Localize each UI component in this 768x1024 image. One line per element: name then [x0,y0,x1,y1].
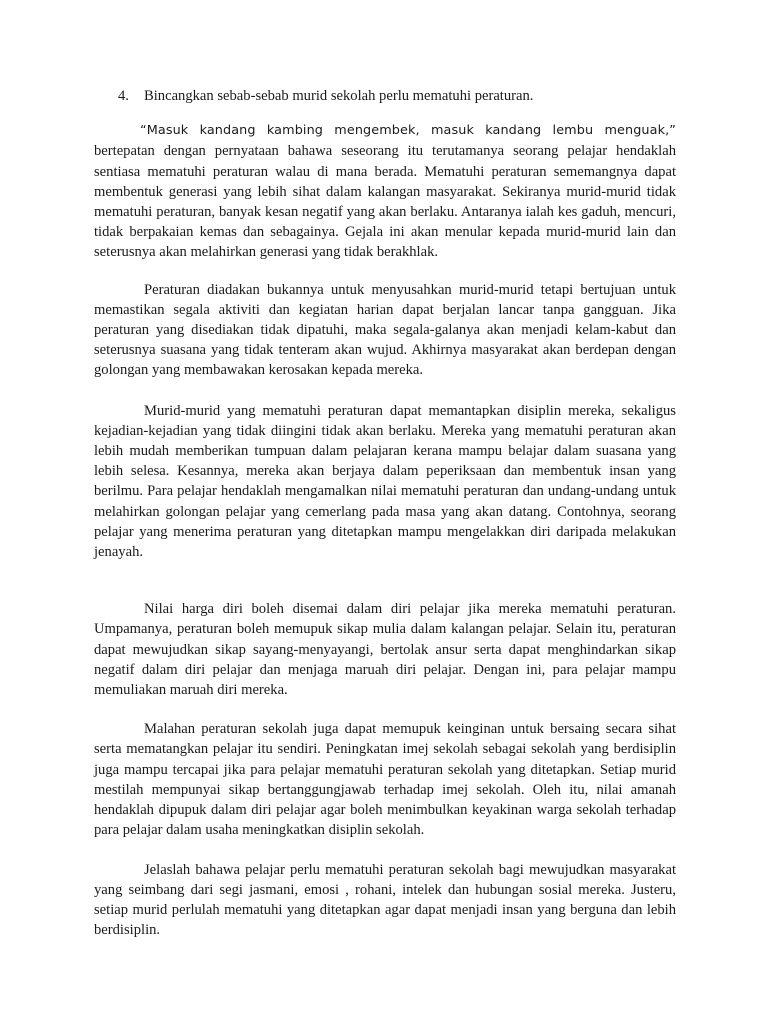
paragraph-3: Murid-murid yang mematuhi peraturan dapat memantapkan disiplin mereka, sekaligus kejadian-kejadian yang tidak diingini tidak akan berlaku. Mereka yang mematuhi peraturan akan lebih mudah memberikan tumpuan dalam pelajaran kerana mampu belajar dalam suasana yang lebih selesa. Kesannya, mereka akan berjaya dalam peperiksaan dan membentuk insan yang berilmu. Para pelajar hendaklah mengamalkan nilai mematuhi peraturan dan undang-undang untuk melahirkan golongan pelajar yang cemerlang pada masa yang akan datang. Contohnya, seorang pelajar yang menerima peraturan yang ditetapkan mampu mengelakkan diri daripada melakukan jenayah. [94,402,676,561]
paragraph-introduction-text: bertepatan dengan pernyataan bahawa seseorang itu terutamanya seorang pelajar hendaklah sentiasa mematuhi peraturan walau di mana berada. Mematuhi peraturan sememangnya dapat membentuk generasi yang lebih sihat dalam kalangan masyarakat. Sekiranya murid-murid tidak mematuhi peraturan, banyak kesan negatif yang akan berlaku. Antaranya ialah kes gaduh, mencuri, tidak berpakaian kemas dan sebagainya. Gejala ini akan menular kepada murid-murid lain dan seterusnya akan melahirkan generasi yang tidak berakhlak. [94,143,676,261]
paragraph-2: Peraturan diadakan bukannya untuk menyusahkan murid-murid tetapi bertujuan untuk memastikan segala aktiviti dan kegiatan harian dapat berjalan lancar tanpa gangguan. Jika peraturan yang disediakan tidak dipatuhi, maka segala-galanya akan menjadi kelam-kabut dan seterusnya suasana yang tidak tenteram akan wujud. Akhirnya masyarakat akan berdepan dengan golongan yang membawakan kerosakan kepada mereka. [94,281,676,379]
paragraph-introduction [94,120,676,262]
question-number: 4. [118,88,129,104]
paragraph-4: Nilai harga diri boleh disemai dalam diri pelajar jika mereka mematuhi peraturan. Umpamanya, peraturan boleh memupuk sikap mulia dalam kalangan pelajar. Selain itu, peraturan dapat mewujudkan sikap sayang-menyayangi, bertolak ansur serta dapat menghindarkan sikap negatif dalam diri pelajar dan menjaga maruah diri pelajar. Dengan ini, para pelajar mampu memuliakan maruah diri mereka. [94,601,676,699]
paragraph-conclusion: Jelaslah bahawa pelajar perlu mematuhi peraturan sekolah bagi mewujudkan masyarakat yang seimbang dari segi jasmani, emosi , rohani, intelek dan hubungan sosial mereka. Justeru, setiap murid perlulah mematuhi yang ditetapkan agar dapat menjadi insan yang berguna dan lebih berdisiplin. [94,861,676,939]
essay-body [94,86,676,940]
peribahasa-quote: “Masuk kandang kambing mengembek, masuk kandang lembu menguak,” [140,123,676,139]
question-text: Bincangkan sebab-sebab murid sekolah perlu mematuhi peraturan. [144,88,534,104]
paragraph-5: Malahan peraturan sekolah juga dapat memupuk keinginan untuk bersaing secara sihat serta mematangkan pelajar itu sendiri. Peningkatan imej sekolah sebagai sekolah yang berdisiplin juga mampu tercapai jika para pelajar mematuhi peraturan sekolah yang ditetapkan. Setiap murid mestilah mempunyai sikap bertanggungjawab terhadap imej sekolah. Oleh itu, nilai amanah hendaklah dipupuk dalam diri pelajar agar boleh menimbulkan keyakinan warga sekolah terhadap para pelajar dalam usaha meningkatkan disiplin sekolah. [94,721,676,839]
question-heading [94,86,676,106]
